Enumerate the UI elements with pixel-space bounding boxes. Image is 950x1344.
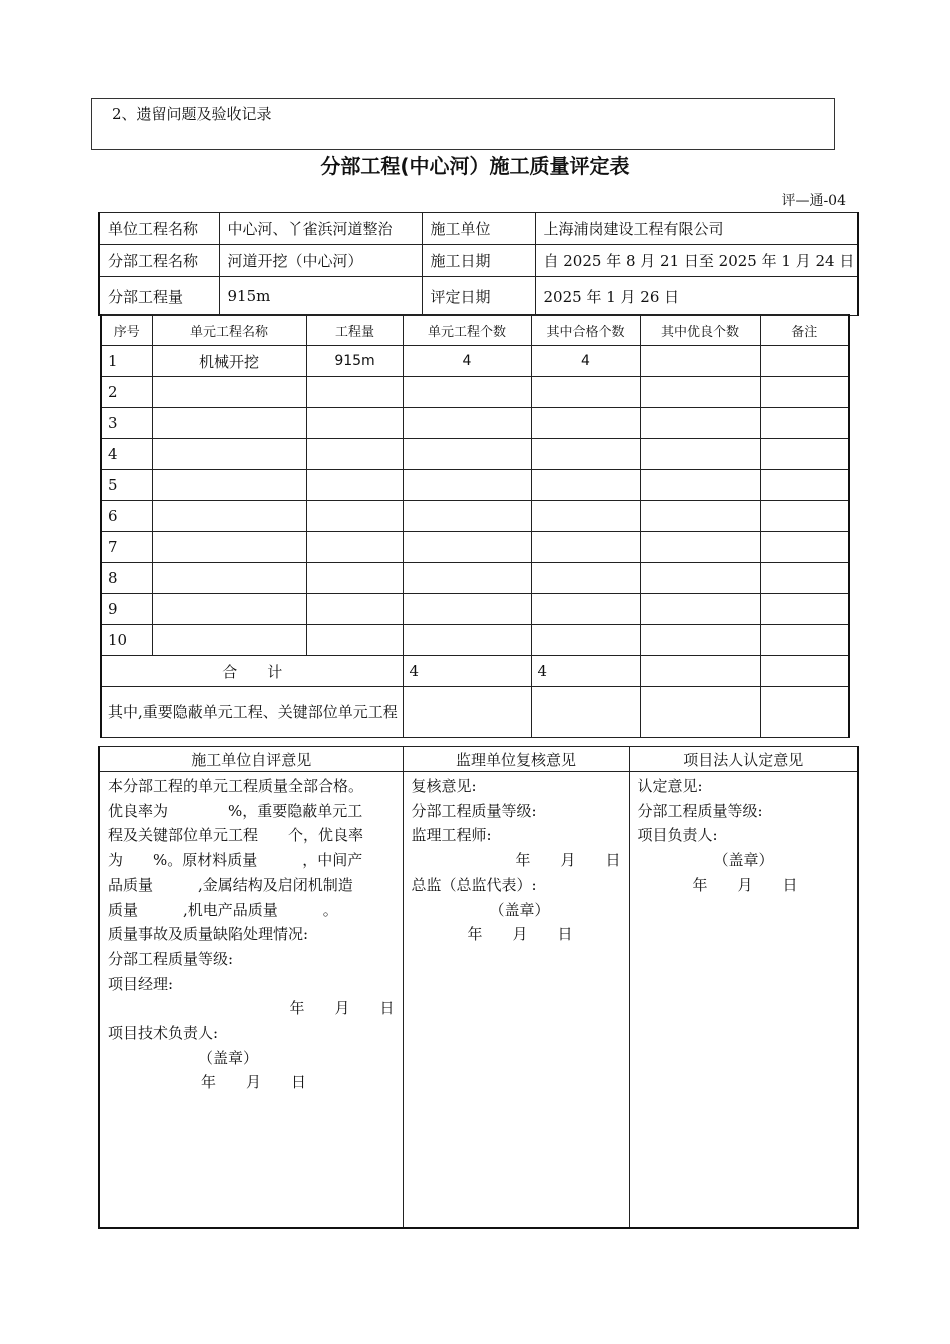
- col-header-index: 序号: [101, 315, 152, 346]
- cell-qualified: [531, 470, 640, 501]
- unit-project-value: 中心河、丫雀浜河道整治: [219, 213, 422, 245]
- cell-excellent: [640, 563, 760, 594]
- table-row: [101, 625, 849, 656]
- cell-unit-count: [403, 439, 531, 470]
- owner-date: 年 月 日: [692, 875, 798, 894]
- cell-name: [152, 439, 306, 470]
- cell-quantity: [306, 377, 403, 408]
- cell-remarks: [760, 563, 849, 594]
- cell-qualified: [531, 625, 640, 656]
- cell-unit-count: [403, 625, 531, 656]
- cell-qualified: [531, 377, 640, 408]
- cell-index: 5: [101, 470, 152, 501]
- owner-opinion-line: 认定意见:: [637, 777, 703, 795]
- contractor-opinion-line: 程及关键部位单元工程 个，优良率: [108, 826, 364, 845]
- cell-excellent: [640, 501, 760, 532]
- cell-unit-count: [403, 408, 531, 439]
- cell-remarks: [760, 501, 849, 532]
- supervisor-date-1: 年 月 日: [515, 851, 621, 870]
- cell-index: 9: [101, 594, 152, 625]
- cell-remarks: [760, 594, 849, 625]
- contractor-opinion-line: 质量事故及质量缺陷处理情况:: [108, 925, 309, 944]
- cell-unit-count: [403, 377, 531, 408]
- contractor-date-1: 年 月 日: [289, 999, 395, 1018]
- cell-excellent: [640, 346, 760, 377]
- supervisor-opinion-cell: [403, 772, 629, 1229]
- total-row: [101, 656, 849, 687]
- cell-remarks: [760, 377, 849, 408]
- cell-quantity: [306, 439, 403, 470]
- units-table-header: [101, 315, 849, 346]
- contractor-date-2: 年 月 日: [201, 1073, 307, 1092]
- cell-qualified: [531, 532, 640, 563]
- cell-remarks: [760, 532, 849, 563]
- previous-section-text: 2、遗留问题及验收记录: [112, 105, 272, 123]
- owner-opinion-cell: [629, 772, 858, 1229]
- cell-excellent: [640, 594, 760, 625]
- cell-name: [152, 625, 306, 656]
- table-row: [101, 439, 849, 470]
- assessment-date-value: 2025 年 1 月 26 日: [535, 277, 858, 316]
- cell-remarks: [760, 470, 849, 501]
- contractor-tech-lead: 项目技术负责人:: [108, 1024, 219, 1043]
- cell-quantity: [306, 594, 403, 625]
- table-row: [101, 501, 849, 532]
- col-header-unit-count: 单元工程个数: [403, 315, 531, 346]
- opinions-body-row: [99, 772, 858, 1229]
- key-excellent: [640, 687, 760, 738]
- supervisor-opinion-line: 分部工程质量等级:: [411, 801, 537, 820]
- contractor-opinion-line: 质量 ,机电产品质量 。: [108, 900, 338, 919]
- contractor-opinion-line: 品质量 ,金属结构及启闭机制造: [108, 875, 353, 894]
- table-row: [101, 408, 849, 439]
- cell-name: [152, 594, 306, 625]
- owner-opinion-line: 项目负责人:: [637, 826, 718, 845]
- cell-remarks: [760, 625, 849, 656]
- info-table: [98, 212, 859, 316]
- total-remarks: [760, 656, 849, 687]
- assessment-date-label: 评定日期: [422, 277, 535, 316]
- sub-project-value: 河道开挖（中心河）: [219, 245, 422, 277]
- supervisor-opinion-line: 监理工程师:: [411, 826, 492, 845]
- col-header-qualified: 其中合格个数: [531, 315, 640, 346]
- cell-qualified: [531, 563, 640, 594]
- col-header-name: 单元工程名称: [152, 315, 306, 346]
- cell-quantity: [306, 532, 403, 563]
- table-row: [101, 377, 849, 408]
- cell-index: 4: [101, 439, 152, 470]
- contractor-opinion-line: 本分部工程的单元工程质量全部合格。: [108, 777, 364, 795]
- contractor-opinion-line: 优良率为 %，重要隐蔽单元工: [108, 801, 363, 820]
- cell-name: [152, 470, 306, 501]
- cell-quantity: [306, 563, 403, 594]
- construction-date-value: 自 2025 年 8 月 21 日至 2025 年 1 月 24 日: [535, 245, 858, 277]
- cell-qualified: [531, 501, 640, 532]
- contractor-opinion-header: 施工单位自评意见: [99, 747, 403, 772]
- cell-quantity: [306, 470, 403, 501]
- info-row-unit: [99, 213, 858, 245]
- total-unit-count: 4: [403, 656, 531, 687]
- cell-excellent: [640, 470, 760, 501]
- key-units-label: 其中,重要隐蔽单元工程、关键部位单元工程: [101, 687, 403, 738]
- supervisor-chief: 总监（总监代表）:: [411, 875, 537, 894]
- owner-opinion-header: 项目法人认定意见: [629, 747, 858, 772]
- key-qualified: [531, 687, 640, 738]
- cell-remarks: [760, 439, 849, 470]
- cell-remarks: [760, 346, 849, 377]
- owner-opinion-line: 分部工程质量等级:: [637, 801, 763, 820]
- cell-name: [152, 532, 306, 563]
- cell-index: 3: [101, 408, 152, 439]
- form-code: 评—通-04: [781, 193, 846, 209]
- supervisor-opinion-header: 监理单位复核意见: [403, 747, 629, 772]
- contractor-value: 上海浦岗建设工程有限公司: [535, 213, 858, 245]
- cell-unit-count: [403, 470, 531, 501]
- cell-unit-count: [403, 563, 531, 594]
- contractor-opinion-line: 项目经理:: [108, 974, 174, 993]
- table-row: [101, 346, 849, 377]
- total-label: 合 计: [101, 656, 403, 687]
- cell-qualified: [531, 594, 640, 625]
- key-remarks: [760, 687, 849, 738]
- col-header-quantity: 工程量: [306, 315, 403, 346]
- unit-project-label: 单位工程名称: [99, 213, 219, 245]
- table-row: [101, 532, 849, 563]
- cell-index: 7: [101, 532, 152, 563]
- sub-quantity-label: 分部工程量: [99, 277, 219, 316]
- key-unit-count: [403, 687, 531, 738]
- key-units-row: [101, 687, 849, 738]
- cell-quantity: [306, 625, 403, 656]
- cell-quantity: [306, 501, 403, 532]
- table-row: [101, 594, 849, 625]
- table-row: [101, 470, 849, 501]
- cell-index: 8: [101, 563, 152, 594]
- cell-excellent: [640, 377, 760, 408]
- total-excellent: [640, 656, 760, 687]
- cell-name: [152, 563, 306, 594]
- supervisor-opinion-line: 复核意见:: [411, 777, 477, 795]
- cell-index: 1: [101, 346, 152, 377]
- col-header-remarks: 备注: [760, 315, 849, 346]
- cell-index: 2: [101, 377, 152, 408]
- col-header-excellent: 其中优良个数: [640, 315, 760, 346]
- contractor-label: 施工单位: [422, 213, 535, 245]
- cell-quantity: 915m: [306, 346, 403, 377]
- supervisor-date-2: 年 月 日: [467, 925, 573, 944]
- cell-excellent: [640, 625, 760, 656]
- cell-name: [152, 501, 306, 532]
- sub-project-label: 分部工程名称: [99, 245, 219, 277]
- contractor-opinion-line: 为 %。原材料质量 ，中间产: [108, 851, 363, 870]
- cell-qualified: 4: [531, 346, 640, 377]
- opinions-table: [98, 746, 859, 1229]
- previous-section-box: [91, 98, 835, 150]
- cell-name: [152, 377, 306, 408]
- cell-unit-count: [403, 501, 531, 532]
- units-table: [100, 314, 850, 738]
- cell-qualified: [531, 439, 640, 470]
- construction-date-label: 施工日期: [422, 245, 535, 277]
- info-row-quantity: [99, 277, 858, 316]
- cell-excellent: [640, 439, 760, 470]
- info-row-sub: [99, 245, 858, 277]
- cell-remarks: [760, 408, 849, 439]
- cell-unit-count: 4: [403, 346, 531, 377]
- contractor-seal: （盖章）: [198, 1048, 259, 1067]
- sub-quantity-value: 915m: [219, 277, 422, 316]
- cell-excellent: [640, 532, 760, 563]
- total-qualified: 4: [531, 656, 640, 687]
- cell-unit-count: [403, 594, 531, 625]
- cell-qualified: [531, 408, 640, 439]
- opinions-header-row: [99, 747, 858, 772]
- table-row: [101, 563, 849, 594]
- cell-name: 机械开挖: [152, 346, 306, 377]
- cell-unit-count: [403, 532, 531, 563]
- contractor-opinion-cell: [99, 772, 403, 1229]
- cell-index: 6: [101, 501, 152, 532]
- cell-name: [152, 408, 306, 439]
- supervisor-seal: （盖章）: [489, 900, 550, 919]
- cell-index: 10: [101, 625, 152, 656]
- cell-excellent: [640, 408, 760, 439]
- owner-seal: （盖章）: [713, 851, 774, 870]
- contractor-opinion-line: 分部工程质量等级:: [108, 949, 234, 968]
- page-title: 分部工程(中心河）施工质量评定表: [320, 154, 630, 178]
- cell-quantity: [306, 408, 403, 439]
